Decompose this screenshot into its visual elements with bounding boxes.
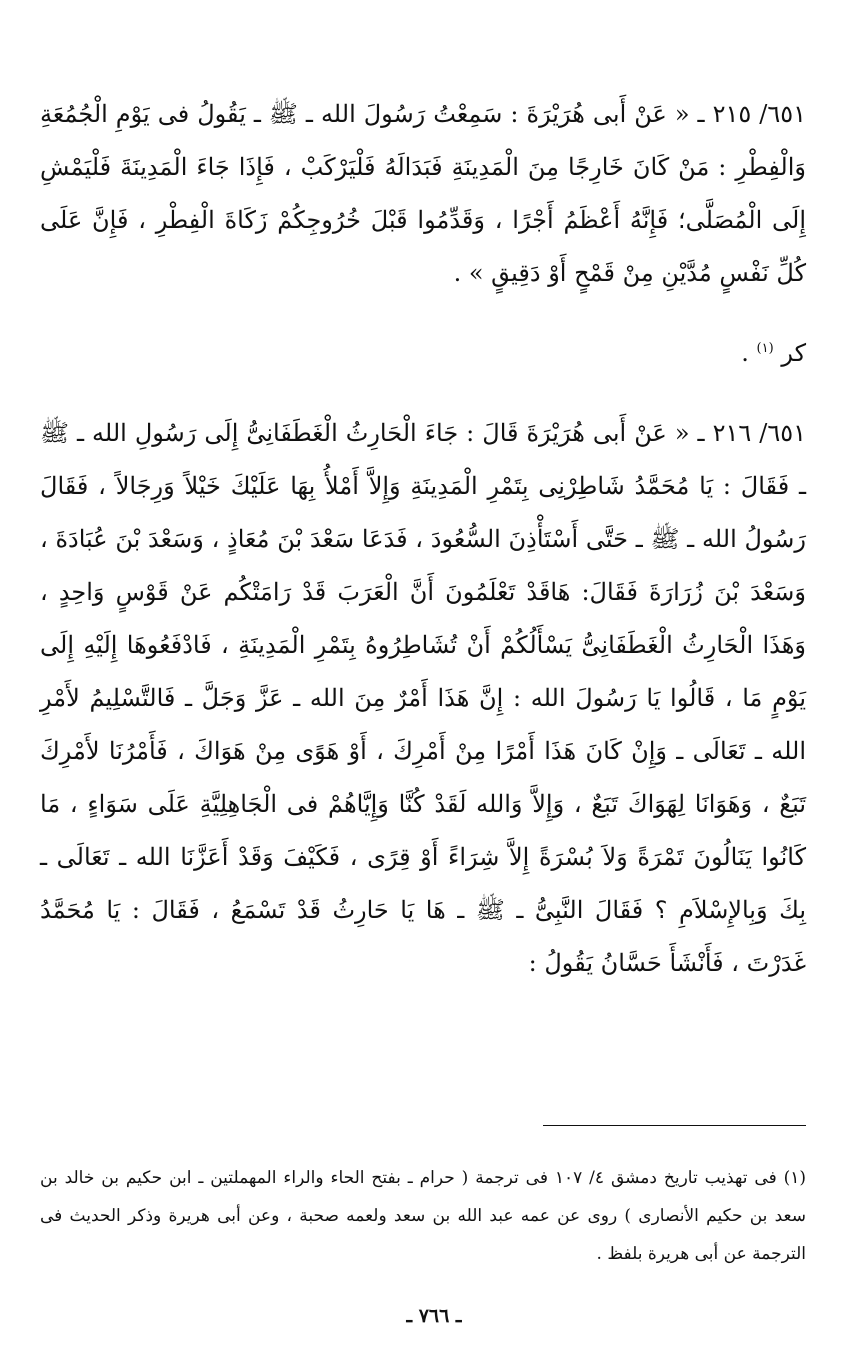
- hadith-216: ٦٥١/ ٢١٦ ـ « عَنْ أَبى هُرَيْرَةَ قَالَ : جَاءَ الْحَارِثُ الْغَطَفَانِىُّ إِلَى رَسُولِ الله ـ ﷺ ـ فَقَالَ : يَا مُحَمَّدُ شَاطِرْنِى بِتَمْرِ الْمَدِينَةِ وَإِلاَّ أَمْلأُ بِهَا عَلَيْكَ خَيْلاً وَرِجَالاً ، فَقَالَ رَسُولُ الله ـ ﷺ ـ حَتَّى أَسْتَأْذِنَ السُّعُودَ ، فَدَعَا سَعْدَ بْنَ مُعَاذٍ ، وَسَعْدَ بْنَ عُبَادَةَ ، وَسَعْدَ بْنَ زُرَارَةَ فَقَالَ: هَاقَدْ تَعْلَمُونَ أَنَّ الْعَرَبَ قَدْ رَامَتْكُم عَنْ قَوْسٍ وَاحِدٍ ، وَهَذَا الْحَارِثُ الْغَطَفَانِىُّ يَسْأَلُكُمْ أَنْ تُشَاطِرُوهُ بِتَمْرِ الْمَدِينَةِ ، فَادْفَعُوهَا إِلَيْهِ إِلَى يَوْمٍ مَا ، قَالُوا يَا رَسُولَ الله : إِنَّ هَذَا أَمْرٌ مِنَ الله ـ عَزَّ وَجَلَّ ـ فَالتَّسْلِيمُ لأَمْرِ الله ـ تَعَالَى ـ وَإِنْ كَانَ هَذَا أَمْرًا مِنْ أَمْرِكَ ، أَوْ هَوًى مِنْ هَوَاكَ ، فَأَمْرُنَا لأَمْرِكَ تَبَعٌ ، وَهَوَانَا لِهَوَاكَ تَبَعٌ ، وَإِلاَّ وَالله لَقَدْ كُنَّا وَإِيَّاهُمْ فى الْجَاهِلِيَّةِ عَلَى سَوَاءٍ ، مَا كَانُوا يَنَالُونَ تَمْرَةً وَلاَ بُسْرَةً إِلاَّ شِرَاءً أَوْ قِرًى ، فَكَيْفَ وَقَدْ أَعَزَّنَا الله ـ تَعَالَى ـ بِكَ وَبِالإِسْلاَمِ ؟ فَقَالَ النَّبِىُّ ـ ﷺ ـ هَا يَا حَارِثُ قَدْ تَسْمَعُ ، فَقَالَ : يَا مُحَمَّدُ غَدَرْتَ ، فَأَنْشَأَ حَسَّانُ يَقُولُ :: [40, 419, 807, 977]
- paragraph-gap: [40, 380, 806, 407]
- footnote-separator: [543, 1125, 806, 1126]
- source-reference: [40, 327, 806, 380]
- footnote: (١) فى تهذيب تاريخ دمشق ٤/ ١٠٧ فى ترجمة ( حرام ـ بفتح الحاء والراء المهملتين ـ ابن حكيم بن خالد بن سعد بن حكيم الأنصارى ) روى عن عمه عبد الله بن سعد ولعمه صحبة ، وعن أبى هريرة وذكر الحديث فى الترجمة عن أبى هريرة بلفظ .: [40, 1168, 807, 1264]
- hadith-215: ٦٥١/ ٢١٥ ـ « عَنْ أَبى هُرَيْرَةَ : سَمِعْتُ رَسُولَ الله ـ ﷺ ـ يَقُولُ فى يَوْمِ الْجُمُعَةِ وَالْفِطْرِ : مَنْ كَانَ خَارِجًا مِنَ الْمَدِينَةِ فَبَدَالَهُ فَلْيَرْكَبْ ، فَإِذَا جَاءَ الْمَدِينَةَ فَلْيَمْشِ إِلَى الْمُصَلَّى؛ فَإِنَّهُ أَعْظَمُ أَجْرًا ، وَقَدِّمُوا قَبْلَ خُرُوجِكُمْ زَكَاةَ الْفِطْرِ ، فَإِنَّ عَلَى كُلِّ نَفْسٍ مُدَّيْنِ مِنْ قَمْحٍ أَوْ دَقِيقٍ » .: [40, 100, 806, 287]
- main-text: [40, 88, 806, 990]
- reference-end: .: [741, 339, 757, 367]
- source-code: كر: [781, 339, 806, 367]
- paragraph-gap: [40, 300, 806, 327]
- page-number: ـ ٧٦٦ ـ: [406, 1305, 462, 1327]
- footnote-marker: (١): [756, 341, 774, 356]
